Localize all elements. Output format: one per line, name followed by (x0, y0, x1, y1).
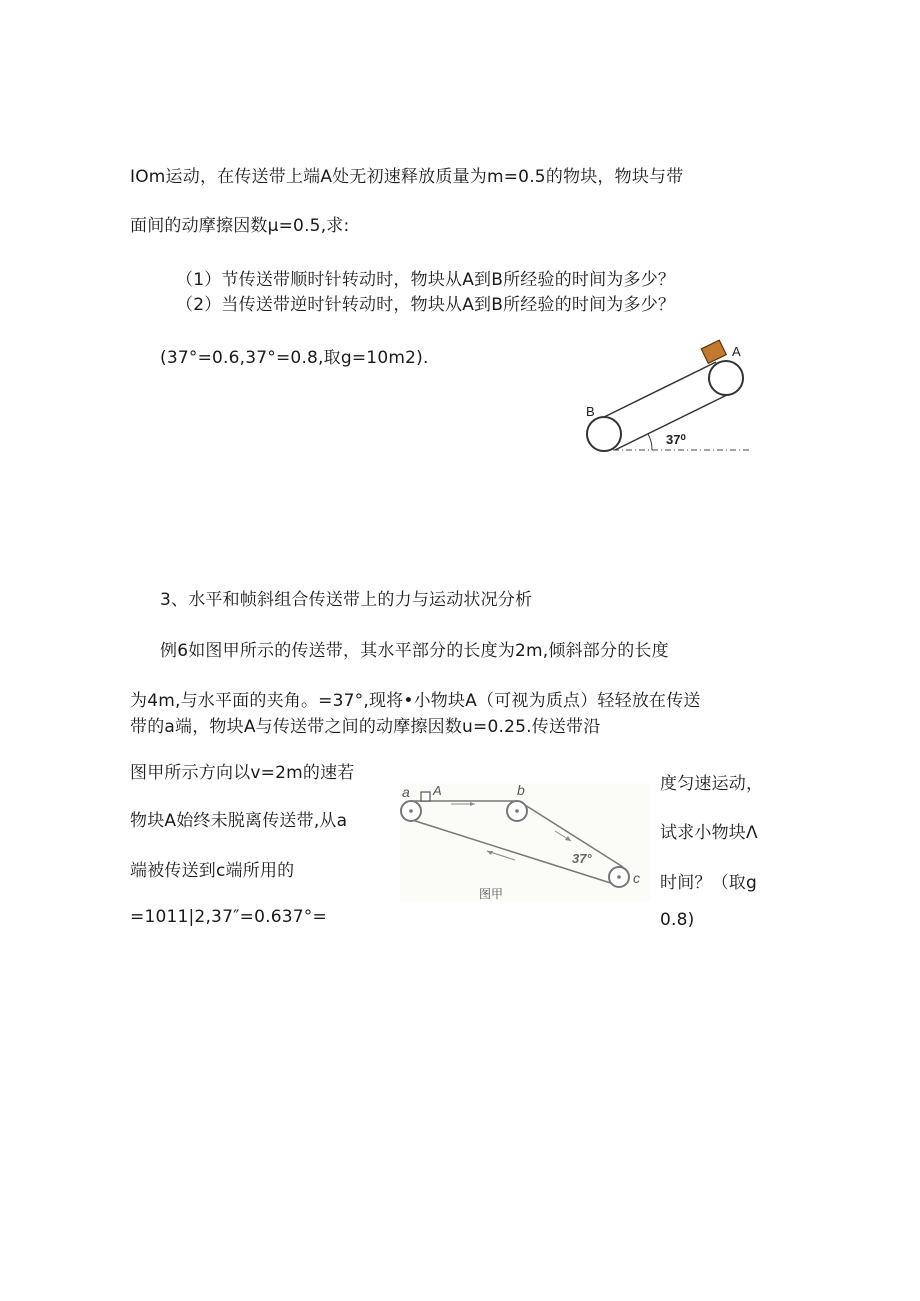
pulley-a (709, 361, 743, 395)
pulley-b-center (515, 809, 519, 813)
pulley-b (587, 417, 621, 451)
fig2-label-b: b (517, 782, 525, 798)
left-text-4: =1011|2,37″=0.637°= (130, 907, 327, 927)
right-text-2: 试求小物块Λ (660, 823, 758, 843)
left-text-1: 图甲所示方向以v=2m的速若 (130, 763, 355, 783)
question-1: （1）节传送带顺时针转动时，物块从A到B所经验的时间为多少？ (176, 270, 676, 290)
left-text-2: 物块A始终未脱离传送带,从a (130, 811, 348, 831)
incline-conveyor-figure (580, 338, 755, 458)
angle-label: 37⁰ (666, 432, 686, 447)
fig2-label-c: c (633, 870, 640, 886)
example-line-3: 带的a端，物块A与传送带之间的动摩擦因数u=0.25.传送带沿 (130, 717, 601, 737)
fig2-label-a: a (402, 784, 410, 800)
right-text-4: 0.8) (660, 910, 695, 930)
right-text-3: 时间？（取g (660, 873, 757, 893)
example-line-1: 例6如图甲所示的传送带，其水平部分的长度为2m,倾斜部分的长度 (160, 641, 669, 661)
right-text-1: 度匀速运动， (660, 774, 764, 794)
label-b: B (586, 404, 595, 419)
given-values: (37°=0.6,37°=0.8,取g=10m2). (160, 348, 429, 368)
problem-line-1: IOm运动，在传送带上端A处无初速释放质量为m=0.5的物块，物块与带 (130, 167, 684, 187)
block (701, 340, 726, 363)
block-a-fig2 (421, 792, 430, 801)
question-2: （2）当传送带逆时针转动时，物块从A到B所经验的时间为多少？ (176, 295, 676, 315)
pulley-c-center (617, 875, 621, 879)
pulley-a-center (409, 809, 413, 813)
fig2-label-A: A (433, 783, 442, 798)
combined-conveyor-figure (395, 775, 655, 903)
section-heading: 3、水平和帧斜组合传送带上的力与运动状况分析 (160, 590, 533, 610)
problem-line-2: 面间的动摩擦因数μ=0.5,求: (130, 216, 350, 236)
fig2-angle: 37° (572, 851, 592, 866)
left-text-3: 端被传送到c端所用的 (130, 861, 295, 881)
belt-top (596, 362, 716, 421)
angle-arc (648, 434, 652, 450)
example-line-2: 为4m,与水平面的夹角。=37°,现将•小物块A（可视为质点）轻轻放在传送 (130, 691, 701, 711)
label-a: A (732, 344, 741, 359)
fig2-caption: 图甲 (479, 887, 504, 901)
